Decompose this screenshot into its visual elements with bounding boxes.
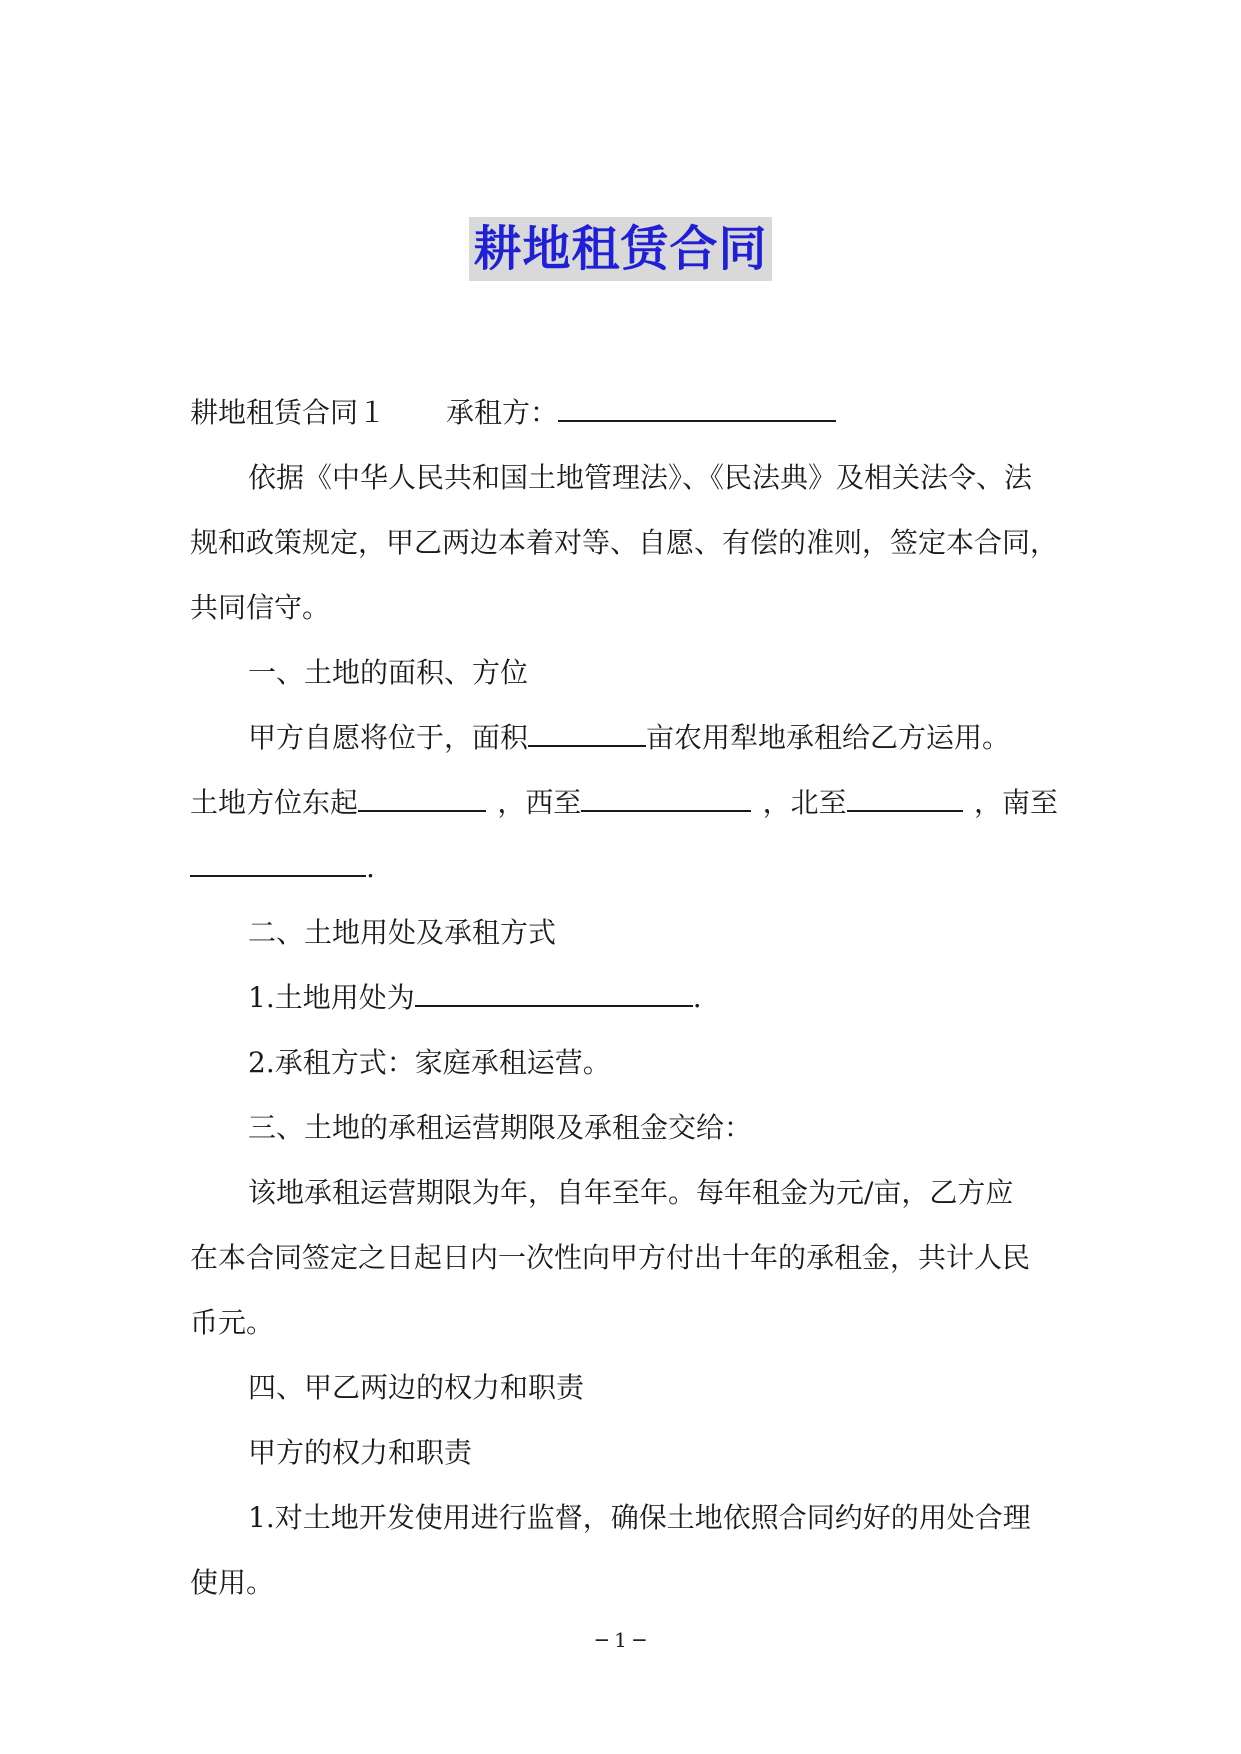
east-blank xyxy=(358,780,486,812)
north-label: ，北至 xyxy=(762,786,847,819)
section-heading-1: 一、土地的面积、方位 xyxy=(248,656,529,689)
south-label: ，南至 xyxy=(973,786,1058,819)
section-heading-3: 三、土地的承租运营期限及承租金交给： xyxy=(248,1111,753,1144)
area-blank xyxy=(528,715,646,747)
doc-name: 耕地租赁合同１ xyxy=(190,396,387,429)
lessee-blank xyxy=(558,390,836,422)
area-line xyxy=(190,705,1058,770)
section-heading-4: 四、甲乙两边的权力和职责 xyxy=(248,1371,585,1404)
paragraph-line: 1.对土地开发使用进行监督，确保土地依照合同约好的用处合理 xyxy=(248,1501,1031,1534)
lessee-label: 承租方： xyxy=(446,396,559,429)
paragraph-line: 依据《中华人民共和国土地管理法》、《民法典》及相关法令、法 xyxy=(248,461,1033,494)
paragraph-line: 在本合同签定之日起日内一次性向甲方付出十年的承租金，共计人民 xyxy=(190,1241,1031,1274)
paragraph-line: 共同信守。 xyxy=(190,591,331,624)
document-title: 耕地租赁合同 xyxy=(469,217,771,281)
east-segment xyxy=(190,770,486,835)
paragraph-line: 币元。 xyxy=(190,1306,275,1339)
paragraph-line: 使用。 xyxy=(190,1566,275,1599)
north-blank xyxy=(847,780,963,812)
page-number: ─ 1 ─ xyxy=(595,1628,646,1652)
document-body xyxy=(190,380,1058,1615)
north-segment xyxy=(763,770,963,835)
title-wrapper xyxy=(0,217,1241,281)
land-use-line xyxy=(190,965,1058,1030)
south-blank xyxy=(190,845,366,877)
west-label: ，西至 xyxy=(497,786,582,819)
area-prefix: 甲方自愿将位于，面积 xyxy=(248,721,529,754)
boundary-line xyxy=(190,770,1058,835)
east-label: 土地方位东起 xyxy=(190,786,359,819)
area-suffix: 亩农用犁地承租给乙方运用。 xyxy=(646,721,1011,754)
lease-method-line: 2.承租方式：家庭承租运营。 xyxy=(248,1046,611,1079)
south-end: . xyxy=(366,851,375,884)
paragraph-line: 规和政策规定，甲乙两边本着对等、自愿、有偿的准则，签定本合同， xyxy=(190,526,1058,559)
header-line xyxy=(190,380,1058,445)
west-segment xyxy=(497,770,751,835)
land-use-end: . xyxy=(692,981,702,1014)
land-use-blank xyxy=(415,975,693,1007)
paragraph-line: 该地承租运营期限为年，自年至年。每年租金为元/亩，乙方应 xyxy=(248,1176,1014,1209)
south-line xyxy=(190,835,1058,900)
subheading-party-a: 甲方的权力和职责 xyxy=(248,1436,473,1469)
land-use-label: 1.土地用处为 xyxy=(248,981,415,1014)
section-heading-2: 二、土地用处及承租方式 xyxy=(248,916,557,949)
west-blank xyxy=(581,780,751,812)
